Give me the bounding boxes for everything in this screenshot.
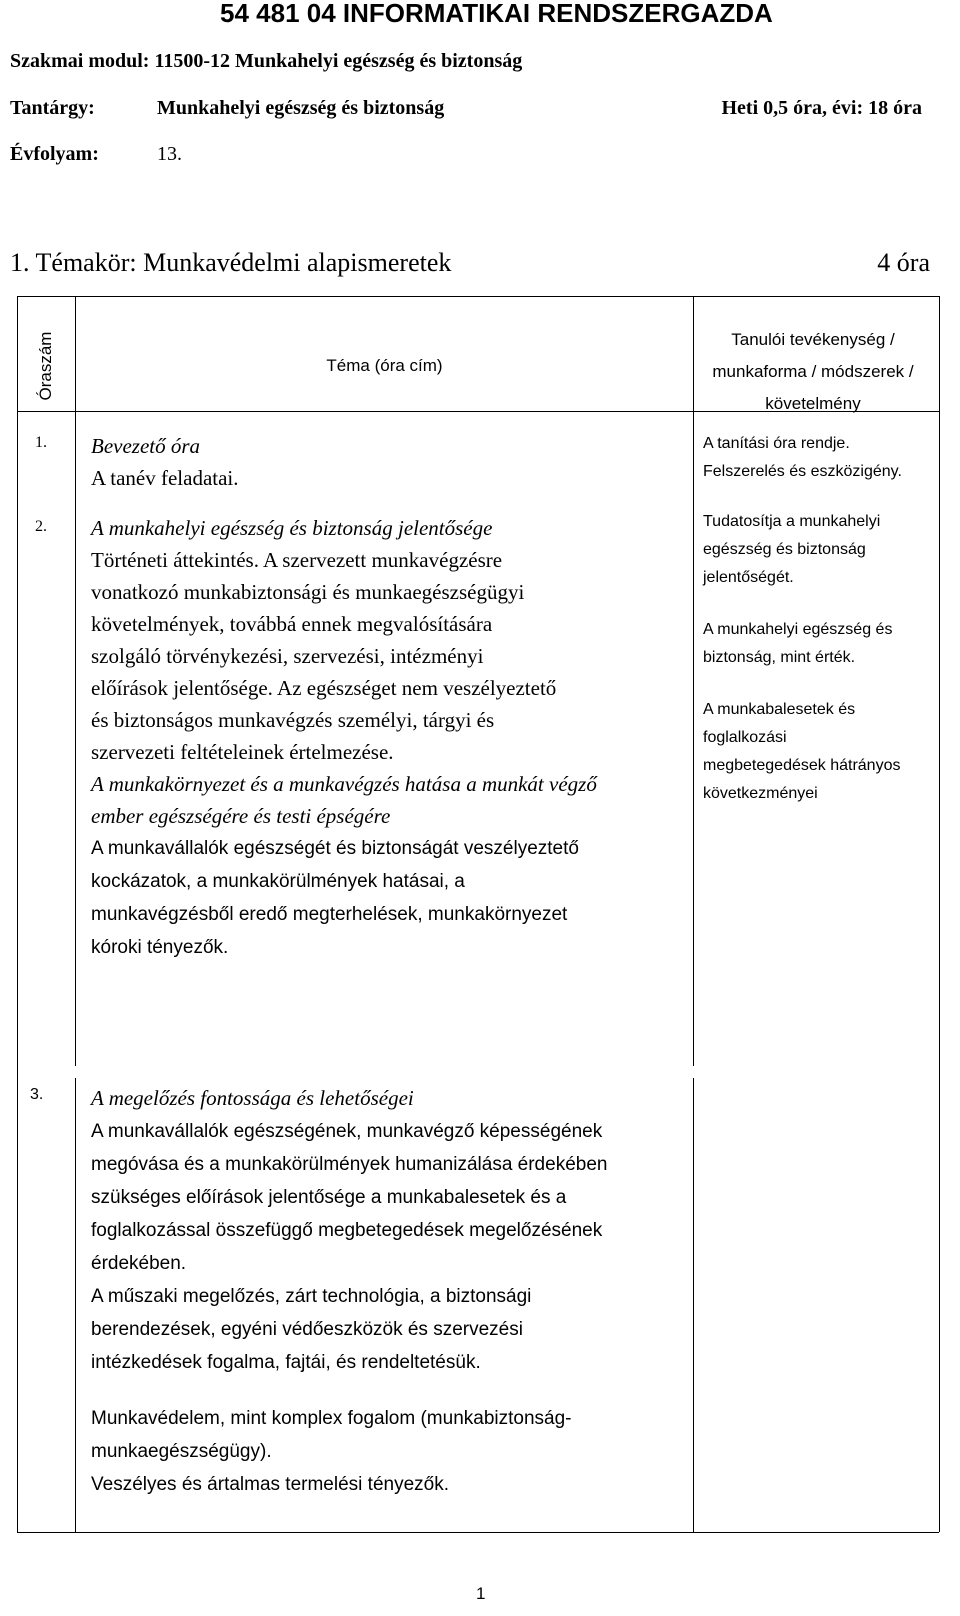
row-activity (703, 430, 902, 486)
row-topic-line: szolgáló törvénykezési, szervezési, intézményi (91, 644, 484, 668)
column-header-tanuloi-line: Tanulói tevékenység / (731, 330, 895, 349)
table-col1-divider-lower (75, 1078, 76, 1532)
year-value: 13. (157, 143, 182, 165)
row-topic-line: követelmények, továbbá ennek megvalósítására (91, 612, 493, 636)
row-topic-detail-line: Munkavédelem, mint komplex fogalom (munkabiztonság- (91, 1408, 572, 1429)
column-header-tanuloi-line: munkaforma / módszerek / (712, 362, 914, 381)
table-right-border (939, 296, 940, 1532)
row-topic-title: Bevezető óra (91, 434, 201, 458)
row-topic-detail-line: kóroki tényezők. (91, 937, 229, 958)
row-topic-detail-line: A műszaki megelőzés, zárt technológia, a biztonsági (91, 1286, 532, 1307)
row-activity-line: jelentőségét. (703, 569, 794, 586)
table-col1-divider-upper (75, 296, 76, 1066)
column-header-tanuloi-line: követelmény (765, 394, 861, 413)
row-topic-detail-line: munkavégzésből eredő megterhelések, munkakörnyezet (91, 904, 568, 925)
row-activity (703, 616, 892, 672)
row-activity-line: A munkahelyi egészség és (703, 621, 893, 638)
row-activity-line: A munkabalesetek és (703, 701, 856, 718)
row-topic-detail-line: érdekében. (91, 1253, 187, 1274)
subject-value: Munkahelyi egészség és biztonság (157, 97, 445, 119)
topic-title: 1. Témakör: Munkavédelmi alapismeretek (10, 248, 452, 277)
page-number: 1 (476, 1584, 486, 1603)
row-topic-detail-line: megóvása és a munkakörülmények humanizálása érdekében (91, 1154, 608, 1175)
document-title: 54 481 04 INFORMATIKAI RENDSZERGAZDA (220, 0, 773, 28)
row-activity (703, 696, 900, 808)
row-topic-title: A megelőzés fontossága és lehetőségei (91, 1086, 414, 1110)
row-number: 2. (35, 518, 47, 535)
row-topic-detail-line: Veszélyes és ártalmas termelési tényezők. (91, 1474, 449, 1495)
row-activity-line: következményei (703, 785, 818, 802)
row-activity-line: foglalkozási (703, 729, 787, 746)
row-topic-detail-line: berendezések, egyéni védőeszközök és szervezési (91, 1319, 523, 1340)
row-topic-detail-line: foglalkozással összefüggő megbetegedések megelőzésének (91, 1220, 603, 1241)
row-topic-detail-line: szükséges előírások jelentősége a munkabalesetek és a (91, 1187, 567, 1208)
row-topic-subtitle: ember egészségére és testi épségére (91, 804, 391, 828)
row-activity-line: egészség és biztonság (703, 541, 866, 558)
row-topic-line: és biztonságos munkavégzés személyi, tárgyi és (91, 708, 495, 732)
row-topic-line: vonatkozó munkabiztonsági és munkaegészségügyi (91, 580, 525, 604)
row-topic-subtitle: A munkakörnyezet és a munkavégzés hatása a munkát végző (91, 772, 597, 796)
row-topic-detail-line: kockázatok, a munkakörülmények hatásai, a (91, 871, 465, 892)
row-activity (703, 508, 880, 592)
module-line: Szakmai modul: 11500-12 Munkahelyi egészség és biztonság (10, 50, 523, 72)
row-topic-line: Történeti áttekintés. A szervezett munkavégzésre (91, 548, 503, 572)
row-topic-details (91, 832, 579, 964)
table-top-border (17, 296, 939, 297)
row-topic-details (91, 1115, 607, 1379)
row-activity-line: Tudatosítja a munkahelyi (703, 513, 881, 530)
row-activity-line: megbetegedések hátrányos (703, 757, 901, 774)
row-topic-line: előírások jelentősége. Az egészséget nem veszélyeztető (91, 676, 557, 700)
weekly-hours: Heti 0,5 óra, évi: 18 óra (721, 97, 922, 119)
row-number: 1. (35, 434, 47, 451)
row-topic-detail-line: A munkavállalók egészségének, munkavégző képességének (91, 1121, 603, 1142)
row-topic-detail-line: intézkedések fogalma, fajtái, és rendeltetésük. (91, 1352, 481, 1373)
table-bottom-border (17, 1532, 939, 1533)
table-left-border (17, 296, 18, 1532)
row-activity-line: biztonság, mint érték. (703, 649, 856, 666)
row-topic (91, 512, 597, 832)
row-topic-line: A tanév feladatai. (91, 466, 239, 490)
row-topic (91, 430, 239, 494)
column-header-tema: Téma (óra cím) (326, 356, 443, 375)
row-activity-line: A tanítási óra rendje. (703, 435, 850, 452)
row-topic-detail-line: A munkavállalók egészségét és biztonságát veszélyeztető (91, 838, 579, 859)
row-topic-details (91, 1402, 572, 1501)
topic-hours: 4 óra (877, 248, 930, 277)
row-topic-line: szervezeti feltételeinek értelmezése. (91, 740, 394, 764)
row-activity-line: Felszerelés és eszközigény. (703, 463, 902, 480)
row-topic (91, 1082, 414, 1114)
row-number: 3. (30, 1086, 44, 1103)
subject-label: Tantárgy: (10, 97, 95, 119)
row-topic-title: A munkahelyi egészség és biztonság jelentősége (91, 516, 493, 540)
row-topic-detail-line: munkaegészségügy). (91, 1441, 272, 1462)
table-col2-divider-lower (693, 1078, 694, 1532)
column-header-oraszam: Óraszám (36, 331, 55, 401)
year-label: Évfolyam: (10, 143, 99, 165)
column-header-tanuloi (693, 324, 933, 420)
